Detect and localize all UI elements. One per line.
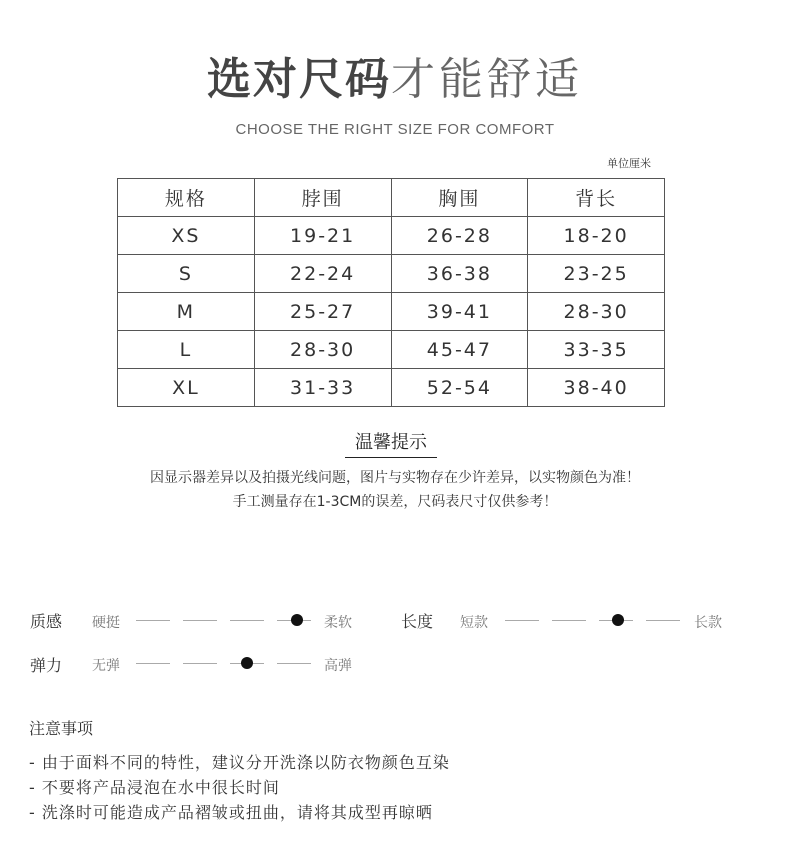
texture-level-dot bbox=[291, 614, 303, 626]
neck-cell: 22-24 bbox=[254, 255, 391, 293]
texture-left-label: 硬挺 bbox=[92, 615, 120, 631]
chest-cell: 26-28 bbox=[391, 217, 528, 255]
back-length-cell: 23-25 bbox=[528, 255, 665, 293]
chest-cell: 36-38 bbox=[391, 255, 528, 293]
subtitle: CHOOSE THE RIGHT SIZE FOR COMFORT bbox=[235, 121, 555, 138]
back-length-cell: 33-35 bbox=[528, 331, 665, 369]
back-length-cell: 38-40 bbox=[528, 369, 665, 407]
neck-cell: 25-27 bbox=[254, 293, 391, 331]
title-bold: 选对尺码 bbox=[207, 54, 391, 105]
scale-dash bbox=[136, 620, 170, 621]
elasticity-right-label: 高弹 bbox=[324, 658, 352, 674]
scale-dash bbox=[136, 663, 170, 664]
length-left-label: 短款 bbox=[460, 615, 488, 631]
column-header: 脖围 bbox=[254, 179, 391, 217]
elasticity-level-dot bbox=[241, 657, 253, 669]
scale-dash bbox=[183, 620, 217, 621]
table-row bbox=[118, 293, 665, 331]
tips-line: 因显示器差异以及拍摄光线问题，图片与实物存在少许差异，以实物颜色为准！ bbox=[150, 470, 640, 486]
length-label: 长度 bbox=[401, 612, 434, 631]
size-cell: S bbox=[118, 255, 255, 293]
scale-dash bbox=[277, 663, 311, 664]
column-header: 胸围 bbox=[391, 179, 528, 217]
neck-cell: 31-33 bbox=[254, 369, 391, 407]
size-cell: M bbox=[118, 293, 255, 331]
scale-dash bbox=[183, 663, 217, 664]
size-cell: XL bbox=[118, 369, 255, 407]
table-row bbox=[118, 369, 665, 407]
notice-item: - 不要将产品浸泡在水中很长时间 bbox=[29, 778, 280, 797]
back-length-cell: 28-30 bbox=[528, 293, 665, 331]
table-row bbox=[118, 217, 665, 255]
length-level-dot bbox=[612, 614, 624, 626]
unit-label: 单位厘米 bbox=[607, 157, 651, 170]
scale-dash bbox=[646, 620, 680, 621]
texture-label: 质感 bbox=[30, 612, 63, 631]
table-row bbox=[118, 331, 665, 369]
table-row bbox=[118, 255, 665, 293]
scale-dash bbox=[552, 620, 586, 621]
notice-item: - 由于面料不同的特性，建议分开洗涤以防衣物颜色互染 bbox=[29, 753, 450, 772]
length-right-label: 长款 bbox=[694, 615, 722, 631]
size-cell: L bbox=[118, 331, 255, 369]
page-title bbox=[0, 50, 790, 119]
chest-cell: 52-54 bbox=[391, 369, 528, 407]
title-light: 才能舒适 bbox=[391, 54, 583, 105]
elasticity-left-label: 无弹 bbox=[92, 658, 120, 674]
table-header-row bbox=[118, 179, 665, 217]
tips-title: 温馨提示 bbox=[345, 428, 437, 458]
back-length-cell: 18-20 bbox=[528, 217, 665, 255]
size-table bbox=[117, 178, 665, 407]
scale-dash bbox=[505, 620, 539, 621]
column-header: 背长 bbox=[528, 179, 665, 217]
column-header: 规格 bbox=[118, 179, 255, 217]
neck-cell: 19-21 bbox=[254, 217, 391, 255]
size-cell: XS bbox=[118, 217, 255, 255]
texture-right-label: 柔软 bbox=[324, 615, 352, 631]
chest-cell: 39-41 bbox=[391, 293, 528, 331]
notice-item: - 洗涤时可能造成产品褶皱或扭曲，请将其成型再晾晒 bbox=[29, 803, 433, 822]
scale-dash bbox=[230, 620, 264, 621]
elasticity-label: 弹力 bbox=[30, 656, 63, 675]
notice-title: 注意事项 bbox=[29, 719, 94, 738]
neck-cell: 28-30 bbox=[254, 331, 391, 369]
tips-line: 手工测量存在1-3CM的误差，尺码表尺寸仅供参考！ bbox=[232, 494, 558, 510]
chest-cell: 45-47 bbox=[391, 331, 528, 369]
